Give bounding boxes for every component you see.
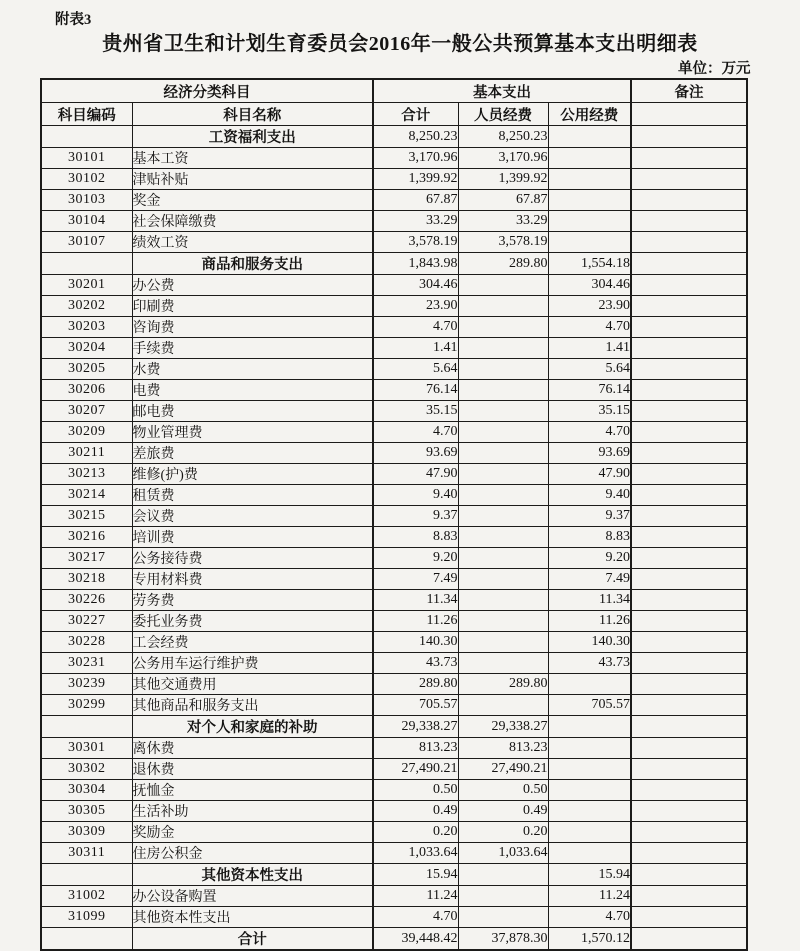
remark-cell [631,886,747,907]
subject-code-cell: 30309 [41,822,132,843]
header-personnel-funds: 人员经费 [458,103,548,126]
public-funds-cell [548,801,631,822]
total-cell: 33.29 [373,211,458,232]
personnel-funds-cell: 27,490.21 [458,759,548,780]
personnel-funds-cell [458,485,548,506]
table-row [41,843,747,864]
total-cell: 4.70 [373,317,458,338]
public-funds-cell: 8.83 [548,527,631,548]
remark-cell [631,759,747,780]
table-row [41,401,747,422]
table-row [41,506,747,527]
unit-label: 单位：万元 [678,61,751,77]
total-cell: 8,250.23 [373,126,458,148]
personnel-funds-cell: 1,033.64 [458,843,548,864]
public-funds-cell: 4.70 [548,907,631,928]
subject-name-cell: 水费 [132,359,373,380]
public-funds-cell: 5.64 [548,359,631,380]
table-row [41,317,747,338]
table-row [41,632,747,653]
subject-name-cell: 专用材料费 [132,569,373,590]
table-row [41,801,747,822]
subject-name-cell: 津贴补贴 [132,169,373,190]
header-remarks: 备注 [631,79,747,103]
personnel-funds-cell: 289.80 [458,674,548,695]
table-row [41,590,747,611]
remark-cell [631,211,747,232]
subject-name-cell: 社会保障缴费 [132,211,373,232]
remark-cell [631,485,747,506]
public-funds-cell: 35.15 [548,401,631,422]
remark-cell [631,338,747,359]
public-funds-cell: 1,570.12 [548,928,631,951]
remark-cell [631,148,747,169]
table-row [41,485,747,506]
subject-name-cell: 租赁费 [132,485,373,506]
table-row [41,464,747,485]
personnel-funds-cell: 33.29 [458,211,548,232]
table-row [41,126,747,148]
public-funds-cell: 9.20 [548,548,631,569]
remark-cell [631,296,747,317]
personnel-funds-cell: 3,578.19 [458,232,548,253]
subject-code-cell: 30101 [41,148,132,169]
remark-cell [631,422,747,443]
remark-cell [631,169,747,190]
public-funds-cell: 304.46 [548,275,631,296]
subject-name-cell: 电费 [132,380,373,401]
subject-code-cell: 30311 [41,843,132,864]
table-row [41,338,747,359]
personnel-funds-cell [458,611,548,632]
public-funds-cell: 43.73 [548,653,631,674]
subject-name-cell: 印刷费 [132,296,373,317]
subject-name-cell: 住房公积金 [132,843,373,864]
personnel-funds-cell [458,653,548,674]
subject-code-cell: 30227 [41,611,132,632]
total-cell: 1,399.92 [373,169,458,190]
header-total: 合计 [373,103,458,126]
personnel-funds-cell: 289.80 [458,253,548,275]
subject-code-cell [41,126,132,148]
subject-name-cell: 离休费 [132,738,373,759]
personnel-funds-cell [458,359,548,380]
total-cell: 1,843.98 [373,253,458,275]
public-funds-cell [548,780,631,801]
subject-code-cell: 30302 [41,759,132,780]
annex-label: 附表3 [55,12,92,28]
subject-code-cell: 30201 [41,275,132,296]
public-funds-cell [548,759,631,780]
public-funds-cell [548,674,631,695]
subject-name-cell: 其他交通费用 [132,674,373,695]
public-funds-cell [548,148,631,169]
personnel-funds-cell [458,569,548,590]
subject-code-cell [41,928,132,951]
remark-cell [631,275,747,296]
subject-name-cell: 会议费 [132,506,373,527]
header-subject-code: 科目编码 [41,103,132,126]
header-subject-name: 科目名称 [132,103,373,126]
header-row-groups [41,79,747,103]
total-cell: 76.14 [373,380,458,401]
public-funds-cell: 7.49 [548,569,631,590]
personnel-funds-cell: 0.50 [458,780,548,801]
public-funds-cell: 23.90 [548,296,631,317]
remark-cell [631,822,747,843]
table-row [41,907,747,928]
subject-code-cell: 30215 [41,506,132,527]
remark-cell [631,907,747,928]
public-funds-cell [548,169,631,190]
remark-cell [631,653,747,674]
table-body [41,126,747,951]
table-row [41,422,747,443]
table-row [41,653,747,674]
remark-cell [631,253,747,275]
remark-cell [631,506,747,527]
remark-cell [631,443,747,464]
subject-name-cell: 工会经费 [132,632,373,653]
personnel-funds-cell [458,695,548,716]
total-cell: 9.37 [373,506,458,527]
total-cell: 289.80 [373,674,458,695]
table-header [41,79,747,126]
remark-cell [631,674,747,695]
public-funds-cell: 11.34 [548,590,631,611]
personnel-funds-cell [458,422,548,443]
personnel-funds-cell [458,380,548,401]
total-cell: 813.23 [373,738,458,759]
subject-name-cell: 基本工资 [132,148,373,169]
total-cell: 35.15 [373,401,458,422]
total-cell: 5.64 [373,359,458,380]
personnel-funds-cell: 0.20 [458,822,548,843]
remark-cell [631,464,747,485]
remark-cell [631,548,747,569]
table-row [41,148,747,169]
total-cell: 140.30 [373,632,458,653]
remark-cell [631,611,747,632]
public-funds-cell [548,126,631,148]
table-row [41,928,747,951]
personnel-funds-cell [458,886,548,907]
subject-name-cell: 培训费 [132,527,373,548]
personnel-funds-cell: 67.87 [458,190,548,211]
subject-name-cell: 邮电费 [132,401,373,422]
table-row [41,864,747,886]
remark-cell [631,126,747,148]
total-cell: 15.94 [373,864,458,886]
subject-code-cell: 30207 [41,401,132,422]
subject-name-cell: 公务用车运行维护费 [132,653,373,674]
public-funds-cell: 1.41 [548,338,631,359]
subject-name-cell: 绩效工资 [132,232,373,253]
remark-cell [631,569,747,590]
total-cell: 9.20 [373,548,458,569]
total-cell: 1,033.64 [373,843,458,864]
subject-name-cell: 公务接待费 [132,548,373,569]
subject-name-cell: 手续费 [132,338,373,359]
table-row [41,780,747,801]
table-row [41,380,747,401]
subject-name-cell: 其他资本性支出 [132,907,373,928]
table-row [41,296,747,317]
remark-cell [631,527,747,548]
subject-code-cell: 30228 [41,632,132,653]
subject-name-cell: 其他商品和服务支出 [132,695,373,716]
personnel-funds-cell [458,907,548,928]
subject-name-cell: 维修(护)费 [132,464,373,485]
personnel-funds-cell [458,527,548,548]
public-funds-cell [548,232,631,253]
personnel-funds-cell [458,275,548,296]
budget-table [40,78,748,951]
remark-cell [631,738,747,759]
subject-code-cell: 30218 [41,569,132,590]
page-title: 贵州省卫生和计划生育委员会2016年一般公共预算基本支出明细表 [102,33,698,55]
subject-code-cell: 30103 [41,190,132,211]
remark-cell [631,590,747,611]
total-cell: 4.70 [373,422,458,443]
subject-code-cell [41,716,132,738]
subject-code-cell: 30304 [41,780,132,801]
header-row-columns [41,103,747,126]
subject-name-cell: 对个人和家庭的补助 [132,716,373,738]
subject-code-cell: 30216 [41,527,132,548]
public-funds-cell [548,822,631,843]
subject-code-cell: 30203 [41,317,132,338]
subject-code-cell: 30209 [41,422,132,443]
personnel-funds-cell [458,296,548,317]
public-funds-cell: 9.37 [548,506,631,527]
public-funds-cell [548,843,631,864]
subject-code-cell: 30301 [41,738,132,759]
table-row [41,548,747,569]
total-cell: 0.50 [373,780,458,801]
public-funds-cell: 4.70 [548,422,631,443]
public-funds-cell: 4.70 [548,317,631,338]
personnel-funds-cell: 1,399.92 [458,169,548,190]
subject-code-cell: 30239 [41,674,132,695]
total-cell: 7.49 [373,569,458,590]
header-remarks-spacer [631,103,747,126]
remark-cell [631,716,747,738]
subject-name-cell: 咨询费 [132,317,373,338]
subject-name-cell: 差旅费 [132,443,373,464]
public-funds-cell: 11.26 [548,611,631,632]
personnel-funds-cell [458,590,548,611]
subject-code-cell: 30104 [41,211,132,232]
remark-cell [631,864,747,886]
subject-code-cell: 30231 [41,653,132,674]
total-cell: 0.20 [373,822,458,843]
remark-cell [631,780,747,801]
subject-code-cell: 31099 [41,907,132,928]
personnel-funds-cell: 0.49 [458,801,548,822]
subject-name-cell: 奖励金 [132,822,373,843]
subject-code-cell: 30217 [41,548,132,569]
total-cell: 67.87 [373,190,458,211]
table-row [41,738,747,759]
table-row [41,443,747,464]
table-row [41,359,747,380]
header-economic-category: 经济分类科目 [41,79,373,103]
remark-cell [631,190,747,211]
table-row [41,527,747,548]
total-cell: 0.49 [373,801,458,822]
subject-code-cell: 30204 [41,338,132,359]
subject-code-cell: 30299 [41,695,132,716]
table-row [41,275,747,296]
subject-name-cell: 委托业务费 [132,611,373,632]
table-row [41,886,747,907]
total-cell: 47.90 [373,464,458,485]
personnel-funds-cell [458,401,548,422]
subject-name-cell: 生活补助 [132,801,373,822]
total-cell: 11.26 [373,611,458,632]
subject-name-cell: 奖金 [132,190,373,211]
public-funds-cell: 11.24 [548,886,631,907]
subject-name-cell: 劳务费 [132,590,373,611]
table-row [41,674,747,695]
personnel-funds-cell [458,632,548,653]
remark-cell [631,695,747,716]
personnel-funds-cell [458,338,548,359]
personnel-funds-cell: 3,170.96 [458,148,548,169]
public-funds-cell: 47.90 [548,464,631,485]
subject-code-cell: 30226 [41,590,132,611]
table-row [41,169,747,190]
personnel-funds-cell [458,506,548,527]
subject-code-cell: 30206 [41,380,132,401]
total-cell: 11.24 [373,886,458,907]
total-cell: 27,490.21 [373,759,458,780]
subject-code-cell: 30213 [41,464,132,485]
total-cell: 8.83 [373,527,458,548]
public-funds-cell: 1,554.18 [548,253,631,275]
table-row [41,611,747,632]
subject-code-cell: 31002 [41,886,132,907]
table-row [41,759,747,780]
personnel-funds-cell [458,548,548,569]
subject-name-cell: 商品和服务支出 [132,253,373,275]
remark-cell [631,843,747,864]
header-basic-expenditure: 基本支出 [373,79,631,103]
personnel-funds-cell [458,464,548,485]
remark-cell [631,380,747,401]
subject-code-cell: 30214 [41,485,132,506]
public-funds-cell: 9.40 [548,485,631,506]
table-row [41,211,747,232]
total-cell: 3,578.19 [373,232,458,253]
personnel-funds-cell [458,443,548,464]
total-cell: 11.34 [373,590,458,611]
remark-cell [631,928,747,951]
public-funds-cell [548,738,631,759]
total-cell: 705.57 [373,695,458,716]
subject-name-cell: 退休费 [132,759,373,780]
remark-cell [631,359,747,380]
table-row [41,232,747,253]
total-cell: 23.90 [373,296,458,317]
public-funds-cell [548,716,631,738]
total-cell: 39,448.42 [373,928,458,951]
remark-cell [631,801,747,822]
personnel-funds-cell: 8,250.23 [458,126,548,148]
public-funds-cell: 76.14 [548,380,631,401]
public-funds-cell [548,190,631,211]
subject-code-cell [41,253,132,275]
subject-name-cell: 抚恤金 [132,780,373,801]
subject-code-cell: 30202 [41,296,132,317]
table-row [41,253,747,275]
total-cell: 3,170.96 [373,148,458,169]
total-cell: 29,338.27 [373,716,458,738]
table-row [41,569,747,590]
remark-cell [631,401,747,422]
total-cell: 4.70 [373,907,458,928]
public-funds-cell: 93.69 [548,443,631,464]
subject-name-cell: 办公费 [132,275,373,296]
table-row [41,190,747,211]
subject-name-cell: 物业管理费 [132,422,373,443]
table-row [41,695,747,716]
total-cell: 304.46 [373,275,458,296]
table-row [41,716,747,738]
public-funds-cell: 705.57 [548,695,631,716]
personnel-funds-cell: 37,878.30 [458,928,548,951]
total-cell: 1.41 [373,338,458,359]
subject-code-cell [41,864,132,886]
public-funds-cell: 15.94 [548,864,631,886]
remark-cell [631,232,747,253]
subject-code-cell: 30102 [41,169,132,190]
remark-cell [631,317,747,338]
personnel-funds-cell: 813.23 [458,738,548,759]
total-cell: 9.40 [373,485,458,506]
table-row [41,822,747,843]
subject-code-cell: 30305 [41,801,132,822]
subject-code-cell: 30211 [41,443,132,464]
public-funds-cell [548,211,631,232]
total-cell: 93.69 [373,443,458,464]
header-public-funds: 公用经费 [548,103,631,126]
personnel-funds-cell [458,317,548,338]
personnel-funds-cell: 29,338.27 [458,716,548,738]
public-funds-cell: 140.30 [548,632,631,653]
subject-code-cell: 30205 [41,359,132,380]
subject-name-cell: 合计 [132,928,373,951]
subject-name-cell: 工资福利支出 [132,126,373,148]
total-cell: 43.73 [373,653,458,674]
subject-name-cell: 其他资本性支出 [132,864,373,886]
subject-name-cell: 办公设备购置 [132,886,373,907]
personnel-funds-cell [458,864,548,886]
remark-cell [631,632,747,653]
subject-code-cell: 30107 [41,232,132,253]
